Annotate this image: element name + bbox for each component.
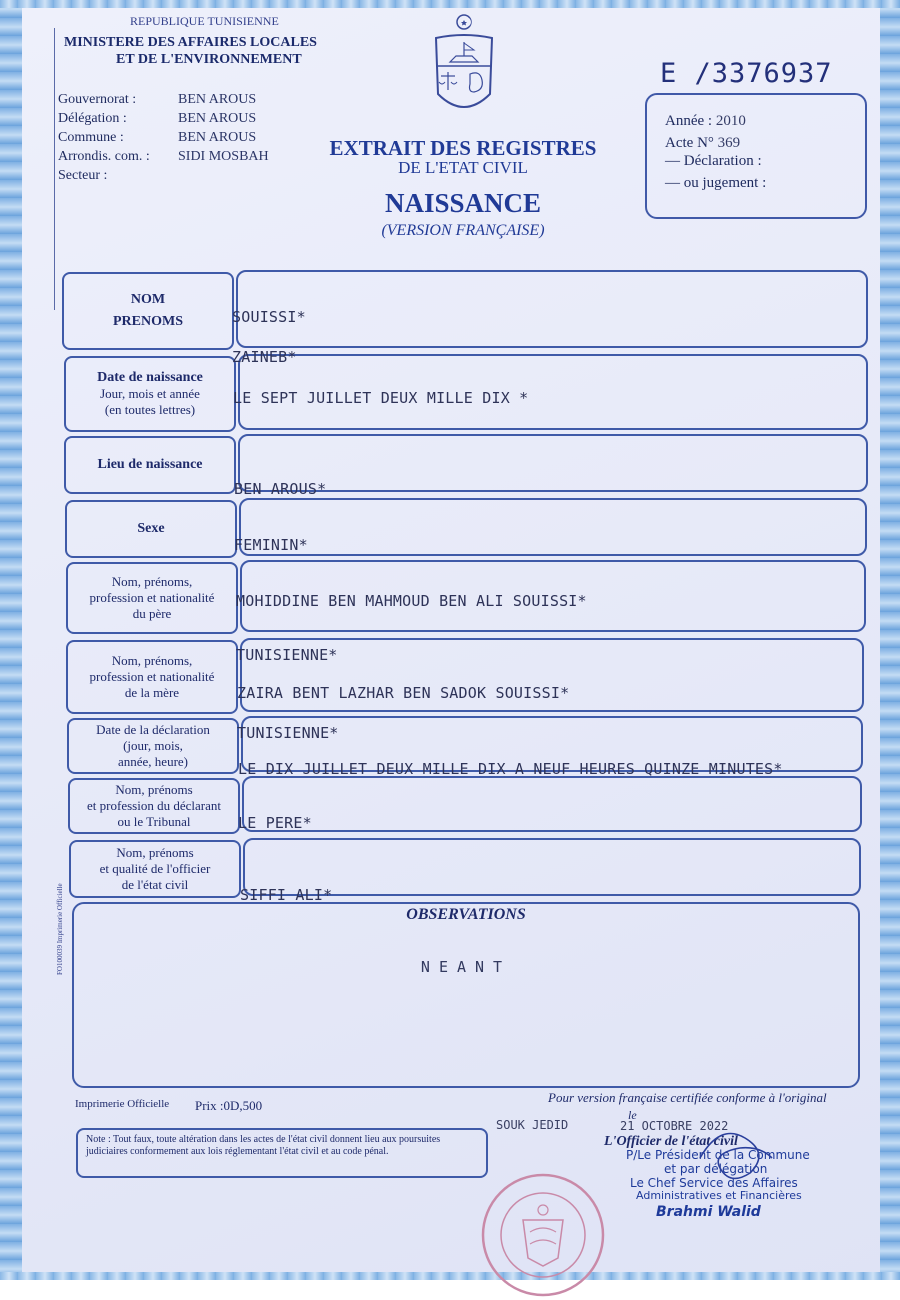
republic-label: REPUBLIQUE TUNISIENNE [130,14,279,28]
declaration-label-line1: Date de la déclaration [96,722,210,737]
jugement-option: — ou jugement : [665,175,767,191]
prenoms-value: ZAINEB* [232,348,297,366]
mere-label-line3: de la mère [124,685,180,700]
nom-prenoms-label [62,272,234,350]
observations-title: OBSERVATIONS [406,906,526,923]
nom-value-box [236,270,868,348]
annee-row [665,113,746,130]
officier-label-line2: et qualité de l'officier [99,861,211,876]
signature: Brahmi Walid [656,1204,761,1220]
officer-title: L'Officier de l'état civil [604,1134,738,1149]
declarant-value-box [242,776,862,832]
annee-label: Année : [665,113,713,129]
mere-label-line2: profession et nationalité [89,669,215,684]
sexe-value: FEMININ* [234,536,308,554]
pere-nationality-value: TUNISIENNE* [236,646,338,664]
secteur-label: Secteur : [58,168,108,183]
officier-value: SIFFI ALI* [240,886,333,904]
nom-label: NOM [130,292,166,307]
commune-label: Commune : [58,130,124,145]
title-line2: DE L'ETAT CIVIL [398,158,528,177]
officier-value-box [243,838,861,896]
signature-scribble-icon [690,1118,780,1188]
date-naissance-title: Date de naissance [97,370,203,385]
declarant-value: LE PERE* [238,814,312,832]
declarant-label-line2: et profession du déclarant [87,798,221,813]
ministry-name [64,34,317,68]
stamp-line2: et par délégation [664,1162,768,1176]
form-reference: FO100039 Imprimerie Officielle [56,883,64,975]
annee-value: 2010 [715,113,746,129]
commune-value: BEN AROUS [178,130,257,145]
acte-label: Acte N° [665,135,714,151]
sexe-value-box [239,498,867,556]
sexe-label [65,500,237,558]
observations-value: NEANT [420,958,512,976]
bottom-security-border [0,1272,900,1280]
officier-label [69,840,241,898]
le-label: le [628,1108,637,1122]
mere-nationality-value: TUNISIENNE* [237,724,339,742]
arrondissement-value: SIDI MOSBAH [178,149,269,164]
pere-label-line2: profession et nationalité [89,590,215,605]
stamp-line1: P/Le Président de la Commune [626,1148,810,1162]
official-seal-icon [478,1170,608,1300]
lieu-value-box [238,434,868,492]
officier-label-line3: de l'état civil [121,877,189,892]
version-label: (VERSION FRANÇAISE) [381,222,545,239]
mere-label-line1: Nom, prénoms, [111,653,193,668]
stamp-line4: Administratives et Financières [636,1189,802,1202]
arrondissement-label: Arrondis. com. : [58,149,150,164]
legal-note: Note : Tout faux, toute altération dans les actes de l'état civil donnent lieu aux poursuites judiciaires conformement aux lois réglementant l'état civil et au code pénal. [76,1128,488,1178]
issue-place: SOUK JEDID [496,1118,569,1132]
tunisia-coat-of-arms-icon [428,12,500,122]
price-label: Prix :0D,500 [195,1098,263,1113]
nom-value: SOUISSI* [232,308,306,326]
acte-row [665,135,740,152]
declarant-label-line3: ou le Tribunal [117,814,191,829]
declaration-option: — Déclaration : [665,153,762,169]
pere-value: MOHIDDINE BEN MAHMOUD BEN ALI SOUISSI* [236,592,587,610]
gouvernorat-value: BEN AROUS [178,92,257,107]
lieu-value: BEN AROUS* [234,480,327,498]
mere-value: ZAIRA BENT LAZHAR BEN SADOK SOUISSI* [237,684,570,702]
date-naissance-sub2: (en toutes lettres) [104,402,196,417]
sexe-title: Sexe [137,521,165,536]
pere-label-line3: du père [132,606,172,621]
date-naissance-sub1: Jour, mois et année [100,386,200,401]
document-title: NAISSANCE [384,188,542,218]
declaration-label-line2: (jour, mois, [123,738,183,753]
acte-box [645,93,867,219]
gouvernorat-label: Gouvernorat : [58,92,137,107]
ministry-line2: ET DE L'ENVIRONNEMENT [116,52,302,67]
declaration-label [67,718,239,774]
acte-value: 369 [717,135,741,151]
delegation-label: Délégation : [58,111,127,126]
delegation-value: BEN AROUS [178,111,257,126]
officier-label-line1: Nom, prénoms [116,845,194,860]
lieu-title: Lieu de naissance [97,457,203,472]
date-naissance-label [64,356,236,432]
prenoms-label: PRENOMS [113,314,183,329]
declaration-value: LE DIX JUILLET DEUX MILLE DIX A NEUF HEURES QUINZE MINUTES* [238,760,783,778]
ministry-line1: MINISTERE DES AFFAIRES LOCALES [64,35,317,50]
stamp-line3: Le Chef Service des Affaires [630,1176,798,1190]
printer-label: Imprimerie Officielle [75,1098,170,1110]
pere-label-line1: Nom, prénoms, [111,574,193,589]
mere-label [66,640,238,714]
declaration-label-line3: année, heure) [117,754,188,769]
observations-box [72,902,860,1088]
lieu-naissance-label [64,436,236,494]
serial-number: E /3376937 [660,58,833,89]
title-line1: EXTRAIT DES REGISTRES [329,136,597,160]
pere-label [66,562,238,634]
declarant-label-line1: Nom, prénoms [115,782,193,797]
certification-text: Pour version française certifiée conforme à l'original [548,1090,827,1105]
date-naissance-value: LE SEPT JUILLET DEUX MILLE DIX * [233,389,529,407]
issue-date: 21 OCTOBRE 2022 [620,1119,729,1133]
declarant-label [68,778,240,834]
top-security-border [0,0,900,8]
